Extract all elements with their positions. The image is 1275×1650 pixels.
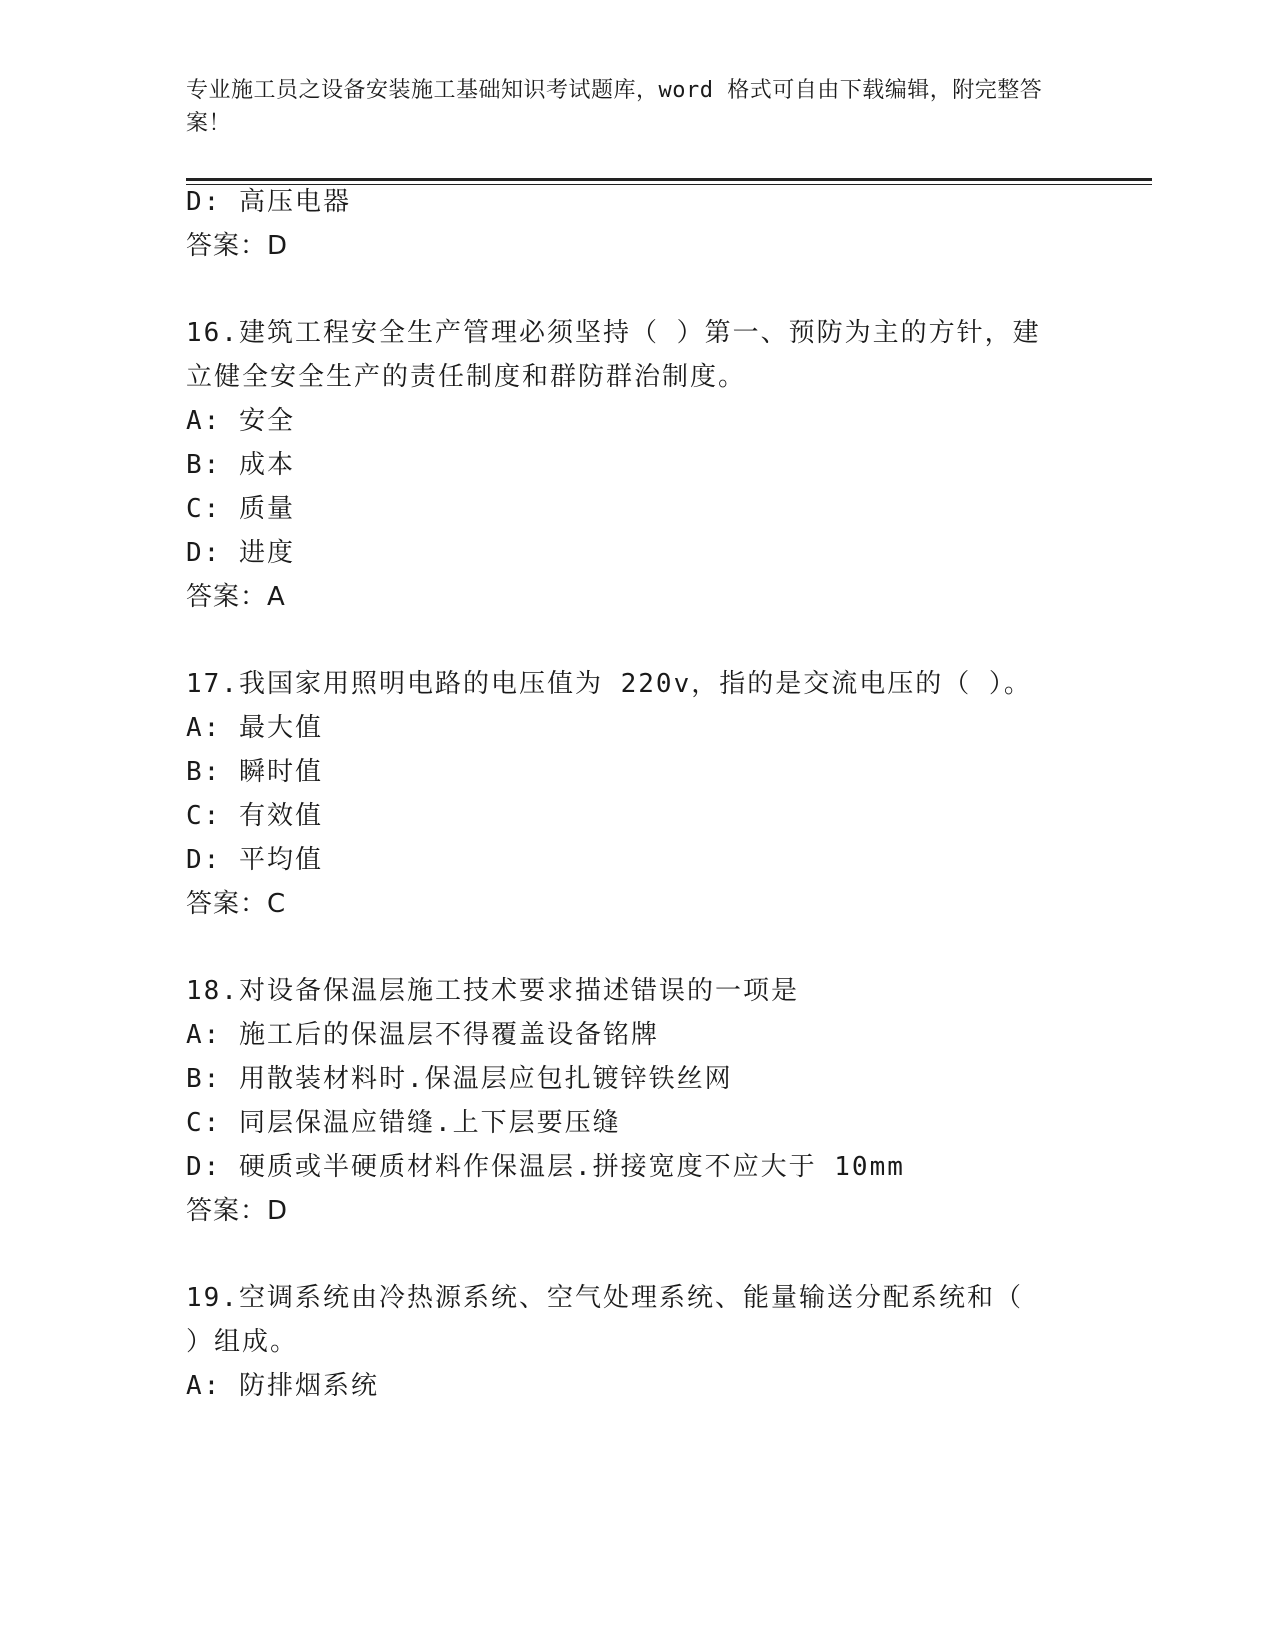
q17-option-b: B: 瞬时值	[186, 757, 323, 787]
q16-stem-line2: 立健全安全生产的责任制度和群防群治制度。	[186, 362, 747, 392]
q17-stem: 17.我国家用照明电路的电压值为 220v，指的是交流电压的（ ）。	[186, 669, 1032, 699]
q18-option-c: C: 同层保温应错缝.上下层要压缝	[186, 1108, 621, 1138]
q16-answer: 答案：A	[186, 582, 286, 612]
q18-answer: 答案：D	[186, 1196, 289, 1226]
q19-stem-line1: 19.空调系统由冷热源系统、空气处理系统、能量输送分配系统和（	[186, 1283, 1023, 1313]
q16-option-a: A: 安全	[186, 406, 295, 436]
q17-answer: 答案：C	[186, 889, 287, 919]
q16-option-d: D: 进度	[186, 538, 295, 568]
prev-option-d: D: 高压电器	[186, 187, 351, 217]
header-divider-thick	[186, 178, 1152, 181]
q16-stem-line1: 16.建筑工程安全生产管理必须坚持（ ）第一、预防为主的方针，建	[186, 318, 1041, 348]
q19-option-a: A: 防排烟系统	[186, 1371, 379, 1401]
q18-stem: 18.对设备保温层施工技术要求描述错误的一项是	[186, 976, 799, 1006]
q17-option-c: C: 有效值	[186, 801, 323, 831]
q17-option-a: A: 最大值	[186, 713, 323, 743]
q16-option-c: C: 质量	[186, 494, 295, 524]
q18-option-a: A: 施工后的保温层不得覆盖设备铭牌	[186, 1020, 659, 1050]
prev-answer: 答案：D	[186, 231, 289, 261]
q17-option-d: D: 平均值	[186, 845, 323, 875]
q19-stem-line2: ）组成。	[186, 1327, 299, 1357]
q18-option-d: D: 硬质或半硬质材料作保温层.拼接宽度不应大于 10mm	[186, 1152, 905, 1182]
q16-option-b: B: 成本	[186, 450, 295, 480]
q18-option-b: B: 用散装材料时.保温层应包扎镀锌铁丝网	[186, 1064, 733, 1094]
page-header: 专业施工员之设备安装施工基础知识考试题库，word 格式可自由下载编辑，附完整答案！	[186, 78, 1043, 136]
